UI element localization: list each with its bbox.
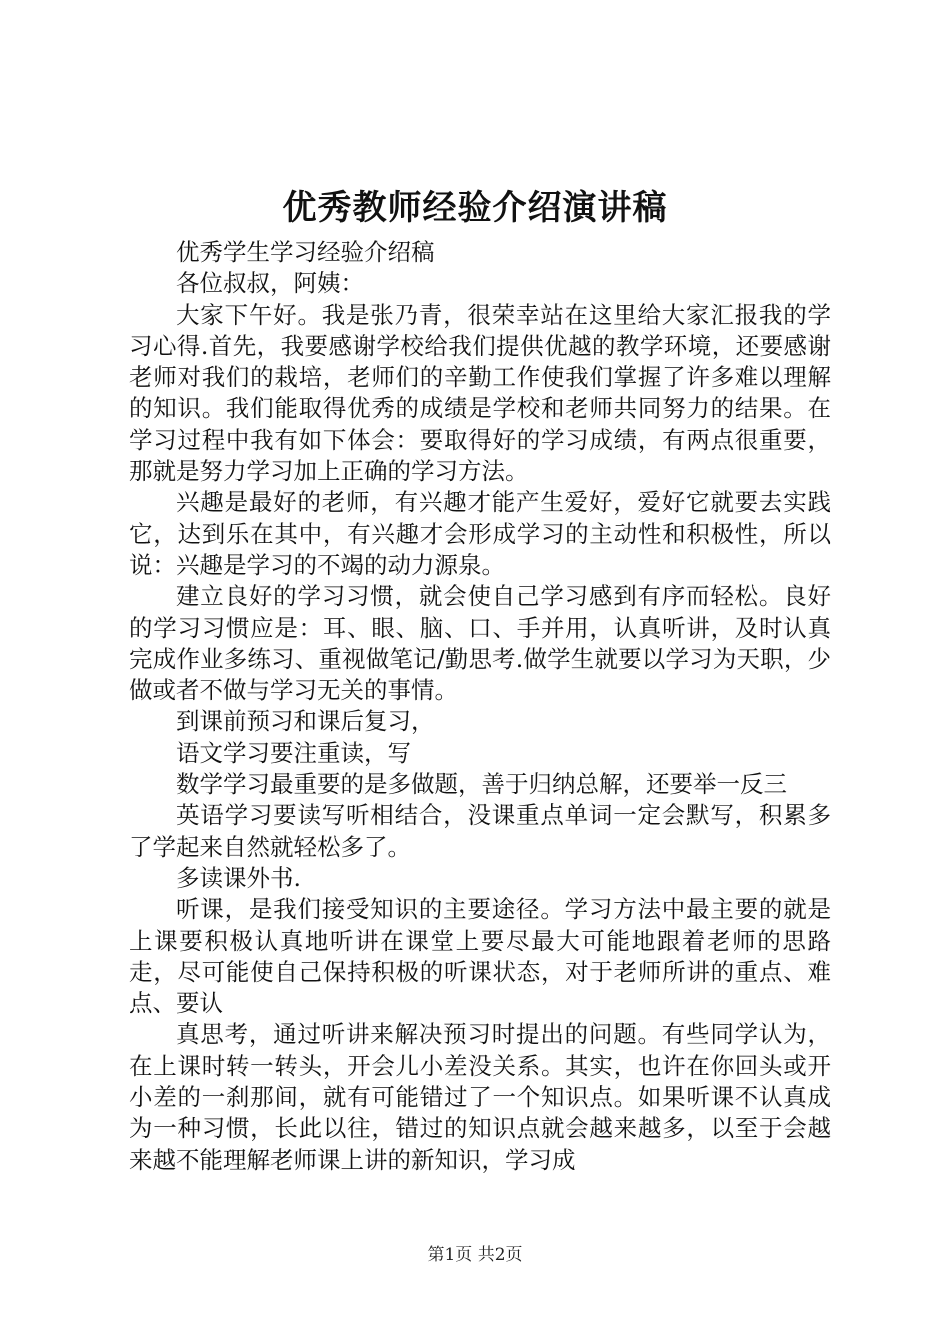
page-footer: 第1页 共2页 [427, 1245, 523, 1265]
paragraph: 多读课外书. [176, 863, 301, 892]
document-title: 优秀教师经验介绍演讲稿 [282, 188, 668, 228]
paragraph: 真思考，通过听讲来解决预习时提出的问题。有些同学认为，在上课时转一转头，开会儿小差没关系。其实，也许在你回头或开小差的一刹那间，就有可能错过了一个知识点。如果听课不认真成为一种习惯，长此以往，错过的知识点就会越来越多，以至于会越来越不能理解老师课上讲的新知识，学习成 [129, 1020, 831, 1174]
paragraph: 兴趣是最好的老师，有兴趣才能产生爱好，爱好它就要去实践它，达到乐在其中，有兴趣才会形成学习的主动性和积极性，所以说：兴趣是学习的不竭的动力源泉。 [129, 488, 831, 579]
paragraph: 数学学习最重要的是多做题，善于归纳总解，还要举一反三 [176, 770, 787, 799]
paragraph: 优秀学生学习经验介绍稿 [176, 238, 435, 266]
paragraph: 到课前预习和课后复习， [176, 707, 435, 736]
document-body [129, 237, 831, 1176]
paragraph: 语文学习要注重读，写 [176, 738, 411, 767]
paragraph: 听课，是我们接受知识的主要途径。学习方法中最主要的就是上课要积极认真地听讲在课堂上要尽最大可能地跟着老师的思路走，尽可能使自己保持积极的听课状态，对于老师所讲的重点、难点、要认 [129, 895, 831, 1018]
paragraph: 英语学习要读写听相结合，没课重点单词一定会默写，积累多了学起来自然就轻松多了。 [129, 801, 831, 861]
paragraph: 各位叔叔，阿姨： [176, 269, 364, 298]
paragraph: 建立良好的学习习惯，就会使自己学习感到有序而轻松。良好的学习习惯应是：耳、眼、脑、口、手并用，认真听讲，及时认真完成作业多练习、重视做笔记/勤思考.做学生就要以学习为天职，少做或者不做与学习无关的事情。 [129, 582, 831, 705]
paragraph: 大家下午好。我是张乃青，很荣幸站在这里给大家汇报我的学习心得.首先，我要感谢学校给我们提供优越的教学环境，还要感谢老师对我们的栽培，老师们的辛勤工作使我们掌握了许多难以理解的知识。我们能取得优秀的成绩是学校和老师共同努力的结果。在学习过程中我有如下体会：要取得好的学习成绩，有两点很重要，那就是努力学习加上正确的学习方法。 [129, 300, 831, 486]
